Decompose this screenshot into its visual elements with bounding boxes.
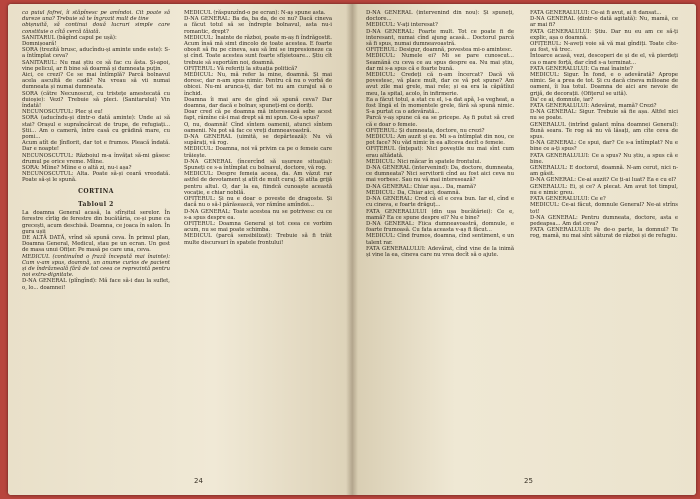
text-paragraph: D-NA GENERAL (dintr-o dată agitată): Nu, mamă, ce ar mai fi? [530,16,678,29]
right-page [352,4,696,495]
text-paragraph: Doar cred că pe doamna mă interesează sebe acest fapt, rămîne că-i mai drept să mi spun. Ce-a spus? [184,109,332,122]
text-paragraph: DE ALTĂ DATĂ, vrînd să spună ceva. În primul plan, Doamna General, Medicul, stau pe un ecran. Un gest de masa unui Ofițer. Pe masă pe care una, ceva. [22,234,170,254]
text-paragraph: D-NA GENERAL: Ce-ai auzit? Ce ți-ai luat? Ea e cu el? [530,177,677,184]
text-paragraph: MEDICUL: Sigur. În fond, e o adevărată? Aprope nimic. Se a prea de tot. Și cu dacă cineva milioane de oameni, îi lua totul. Doamna de aici are nevoie de grijă, de decorații. (Ofițerul se uită). [530,72,678,97]
text-paragraph: NECUNOSCUTUL: Plec și eu! [22,109,103,116]
text-paragraph: Da' ce ai, domnule, iar? [530,96,594,103]
text-paragraph: OFIȚERUL: Doamna General și tot ceea ce vorbim acum, nu se mai poate schimba. [184,220,332,234]
text-paragraph: D-NA GENERAL: Foarte mult. Tot ce poate fi de interesant, numai cînd ajung acasă... Doctorul parcă să fi spus, numai dumneavoastră. [366,28,514,48]
text-paragraph: D-NA GENERAL: Pentru dumneata, doctore, asta e pedeapsa... Am dat ceva? [530,214,678,227]
text-paragraph: FATA GENERALULUI: Adevărat, cînd vine de la inimă și vine la ea, cineva care nu vrea decît să o ajute. [366,245,514,258]
text-paragraph: MEDICUL (răspunzînd-o pe ecran): N-aș spune asta. [184,10,326,16]
text-paragraph: D-NA GENERAL (uimită, se depărtează): Nu vă supărați, vă rog. [184,134,332,147]
text-paragraph: Doamna îi mai are de gînd să spună ceva? Dar doamna, dar dacă e bolnav, spuneți-mi ce doriți. [184,96,332,110]
text-paragraph: MEDICUL: V-ați interesat? [366,22,438,29]
section-heading: CORTINA [78,187,114,195]
text-paragraph: SANITARUL: Nu mai știu ce să fac cu ăsta. Și-apoi, vine pelicul, ar fi bine să doarmă și dumneata puțin. [22,59,170,72]
right-page-column-2 [530,10,678,240]
text-paragraph: FATA GENERALULUI: Adevărat, mamă? Crezi? [530,103,657,110]
text-paragraph: SANITARUL (băgînd capul pe ușă): [22,34,117,41]
text-paragraph: obișnuită, să continui două lucruri simple care constituie o cîtă cercă tăiată. [22,22,170,35]
text-paragraph: Ea a făcut totul, a stat cu el, i-a dat apă, l-a vegheat, a fost lîngă el în momentele grele, fără să spună nimic. S-a purtat ca o adevărată... [366,96,514,116]
text-paragraph: OFIȚERUL: Și nu e doar o poveste de dragoste. Și dacă nu o să-l părăsească, vor rămîne amîndoi... [184,196,332,209]
text-paragraph: Acum atît de ]înflorit, dar tot e frumos. Pleacă îndată. Dar e noapte! [22,140,170,153]
section-heading: Tabloul 2 [78,200,114,208]
text-paragraph: MEDICUL: Da, Chiar aici, doamnă. [366,189,461,196]
text-paragraph: D-NA GENERAL (intervenind): Da, doctore, dumneata, ce dumneata? Nici servitorii cînd au fost aici ceva nu mai vorbesc. Sau nu vă mai interesează? [366,165,514,184]
text-paragraph: SORA: Mîine? Mîine e o altă zi, nu-i așa? [22,165,132,172]
text-paragraph: D-NA GENERAL: Cred că el e ceva bun. Iar el, cînd e cu cineva, e foarte drăguț... [366,196,514,209]
right-page-column-1 [366,10,514,258]
text-paragraph: FATA GENERALULUI: Pe de-o parte, la domnul? Te rog, mamă, nu mai sînt săturat de război și de refugiu. [530,227,678,240]
paragraph-gap [22,184,170,186]
left-page-number: 24 [194,477,203,485]
text-paragraph: Parcă v-aș spune că ea se pricepe. Aș fi putut să cred că e doar o femeie. [366,115,514,128]
text-paragraph: OFIȚERUL (înțepat): Nici poveștile nu mai sînt cum erau altădată. [366,146,514,159]
text-paragraph: GENERALUL (intrînd galant mîna doamnei General): Bună seara. Te rog să nu vă lăsați, am cîte ceva de spus. [530,121,678,141]
text-paragraph: MEDICUL (parcă sensibilizat): Trebuie să fi trăit multe discursuri în spatele frontului! [184,233,332,246]
text-paragraph: D-NA GENERAL: Chiar așa... Da, mamă? [366,183,476,190]
left-page [8,4,352,495]
left-page-column-2 [184,10,332,246]
text-paragraph: NECUNOSCUTUL: Alta. Poate să-și ceară vreodată. Poate să-și le spună. [22,171,170,184]
text-paragraph: D-NA GENERAL: Ce spui, dar? Ce s-a întîmplat? Nu e bine ce a-ți spus? [530,140,678,153]
text-paragraph: FATA GENERALULUI: Ce-ai fi avut, ai fi dansat... [530,10,662,16]
text-paragraph: MEDICUL: Numele ei? Mi se pare cunoscut... Seamănă cu ceva ce au spus despre ea. Nu mai știu, dar mi s-a spus că e foarte bună. [366,53,514,72]
text-paragraph: D-NA GENERAL (plîngînd): Mă face să-i dau la suflet, o, lo... doamnei! [22,278,170,291]
text-paragraph: FATA GENERALULUI: Ce a spus? Nu știu, a spus că e bine. [530,152,678,165]
text-paragraph: MEDICUL: Despre femeia aceea, da. Am văzut rar astfel de devotament și atît de mult curaj. Și atîta grijă pentru altul. O, dar la ea, fiindcă cunoaște această vocație, e chiar nobilă. [184,171,332,196]
text-paragraph: D-NA GENERAL: Toate acestea nu se potrivesc cu ce s-a spus despre ea. [184,208,332,221]
text-paragraph: MEDICUL: Nici măcar în spatele frontului. [366,158,482,165]
text-paragraph: D-NA GENERAL (încercînd să ușureze situația): Spuneți ce s-a întîmplat cu bolnavul, doctore, vă rog. [184,158,332,172]
text-paragraph: D-NA GENERAL: Sigur. Trebuie să fie așa. Altfel nici nu se poate. [530,109,678,122]
text-paragraph: OFIȚERUL: Vă referiți la situația politică? [184,65,298,72]
text-paragraph: FATA GENERALULUI (din ușa bucătăriei): Ce e, mamă? Ea ce spune despre el? Nu e bine? [366,208,514,221]
text-paragraph: SORA (către Necunoscut, cu tristețe amestecată cu duioșie): Vezi? Trebuie să pleci. (Sanitarului) Vin îndată! [22,90,170,110]
text-paragraph: MEDICUL (continuînd o frază începută mai înainte): Cum v-am spus, doamnă, un anume curios de pacient și de îndrăzneală fără de tot ceea ce reprezintă pentru noi extra-dignitate. [22,253,170,279]
book-spread [8,4,696,495]
text-paragraph: D-NA GENERAL: Ba da, ba da, de ce nu? Dacă cineva a făcut totul să se îndrepte bolnavul, asta nu-i romantic, drept? [184,16,332,35]
text-paragraph: ca puiul fofrei, îi stăpînesc pe amîndoi. Cit poate să dureze una? Trebuie să te îngrozit mult de tine [22,10,170,23]
text-paragraph: OFIȚERUL: N-aveți voie să vă mai gîndiți. Toate cîte-au fost, vă trec. [530,41,678,54]
right-page-number: 25 [524,477,533,485]
text-paragraph: Aici, ce crezi? Ce se mai întîmplă? Parcă bolnavul acela ascultă de cadă? Nu vreau să vii numai dumneata și numai dumneata. [22,72,170,91]
text-paragraph: Întoarce acasă, vezi, descoperi de și de el, vă pierdeți ca o mare forță, dar cînd s-a terminat... [530,53,678,66]
book-gutter [346,4,358,495]
text-paragraph: OFIȚERUL: Desigur, doamnă, povestea mi-o amintesc. [366,47,513,54]
text-paragraph: D-NA GENERAL (intervenind din nou): Și spuneți, doctore... [366,10,514,23]
text-paragraph: FATA GENERALULUI: Ce e? [530,196,606,203]
text-paragraph: GENERALUL: E doctorul, doamnă. N-am cerut, nici n-am găsit. [530,165,678,178]
text-paragraph: SORA (trezită brusc, aducîndu-și aminte unde este): S-a întîmplat ceva? [22,47,170,60]
text-paragraph: FATA GENERALULUI: Știu. Dar nu eu am ce să-ți explic, așa o doamnă. [530,28,678,41]
text-paragraph: MEDICUL: Credeți că n-am încercat? Dacă vă povestesc, vă place mult, dar ce vă pot spune? Am avut zile mai grele, mai rele; și ea era la căpătîiul meu, la spital, acolo, în infirmerie. [366,72,514,97]
text-paragraph: MEDICUL: Nu, mă refer la mine, doamnă. Și mai doresc, dar n-am spus nimic. Pentru că nu o vorbă de obicei. Nu-mi arunca-ți, dar tot nu am curajul să o închid. [184,72,332,97]
text-paragraph: D-NA GENERAL: Fiica dumneavoastră, domnule, e foarte frumoasă. Cu fata aceasta v-aș fi făcut... [366,220,514,234]
paragraph-gap [22,197,170,199]
text-paragraph: O, nu, doamnă! Cînd sîntem oamenii, atunci sîntem oamenii. Nu pot să fac ce vreți dumneavoastră. [184,121,332,134]
text-paragraph: MEDICUL: Ce-ai făcut, domnule General? Ne-ai strîns tot! [530,202,678,215]
text-paragraph: MEDICUL: Înainte de război, poate m-aș fi îndrăgostit. Acum însă mă simt dincolo de toate acestea. E foarte obosit să fiu pe cineva, sau să îmi se impresioneze ca și cînd. Toate acestea sunt foarte sfîșietoare... Știu cît trebuie să suportăm noi, doamnă. [184,34,332,66]
text-paragraph: GENERALUL: Ei, și ce? A plecat. Am avut tot timpul, nu e nimic greu. [530,183,678,196]
text-paragraph: MEDICUL: Doamna, noi vă privim ca pe o femeie care trăiește. [184,146,332,159]
text-paragraph: FATA GENERALULUI: Ca mai înainte? [530,65,633,72]
text-paragraph: MEDICUL: Cînd frumos, doamna, cînd sentiment, e un talent rar. [366,233,514,246]
left-page-column-1 [22,10,170,291]
text-paragraph: OFIȚERUL: Și dumneata, doctore, nu crezi? [366,127,485,134]
text-paragraph: La doamna General acasă, la sfîrșitul serelor. În ferestre cîrlig de ferestre din bucătăria, ce-și pune ca grecești, acum deschisă. Doamna, ce joaca în salon. În gura ușii [22,210,170,235]
text-paragraph: NECUNOSCUTUL: Războiul m-a învățat să-mi găsesc drumul pe orice vreme. Mîine. [22,152,170,165]
text-paragraph: SORA (aducîndu-și dintr-o dată aminte): Unde ai să stai? Orașul e supraîncărcat de trupe, de refugiați... Știi... Am o cameră, între casă cu grădină mare, cu pomi... [22,115,170,141]
text-paragraph: MEDICUL: Am auzit și eu. Mi s-a întîmplat din nou, ce pot face? Nu văd nimic în ea altceva decît o femeie. [366,134,514,147]
text-paragraph: Domnișoară! [22,41,57,48]
